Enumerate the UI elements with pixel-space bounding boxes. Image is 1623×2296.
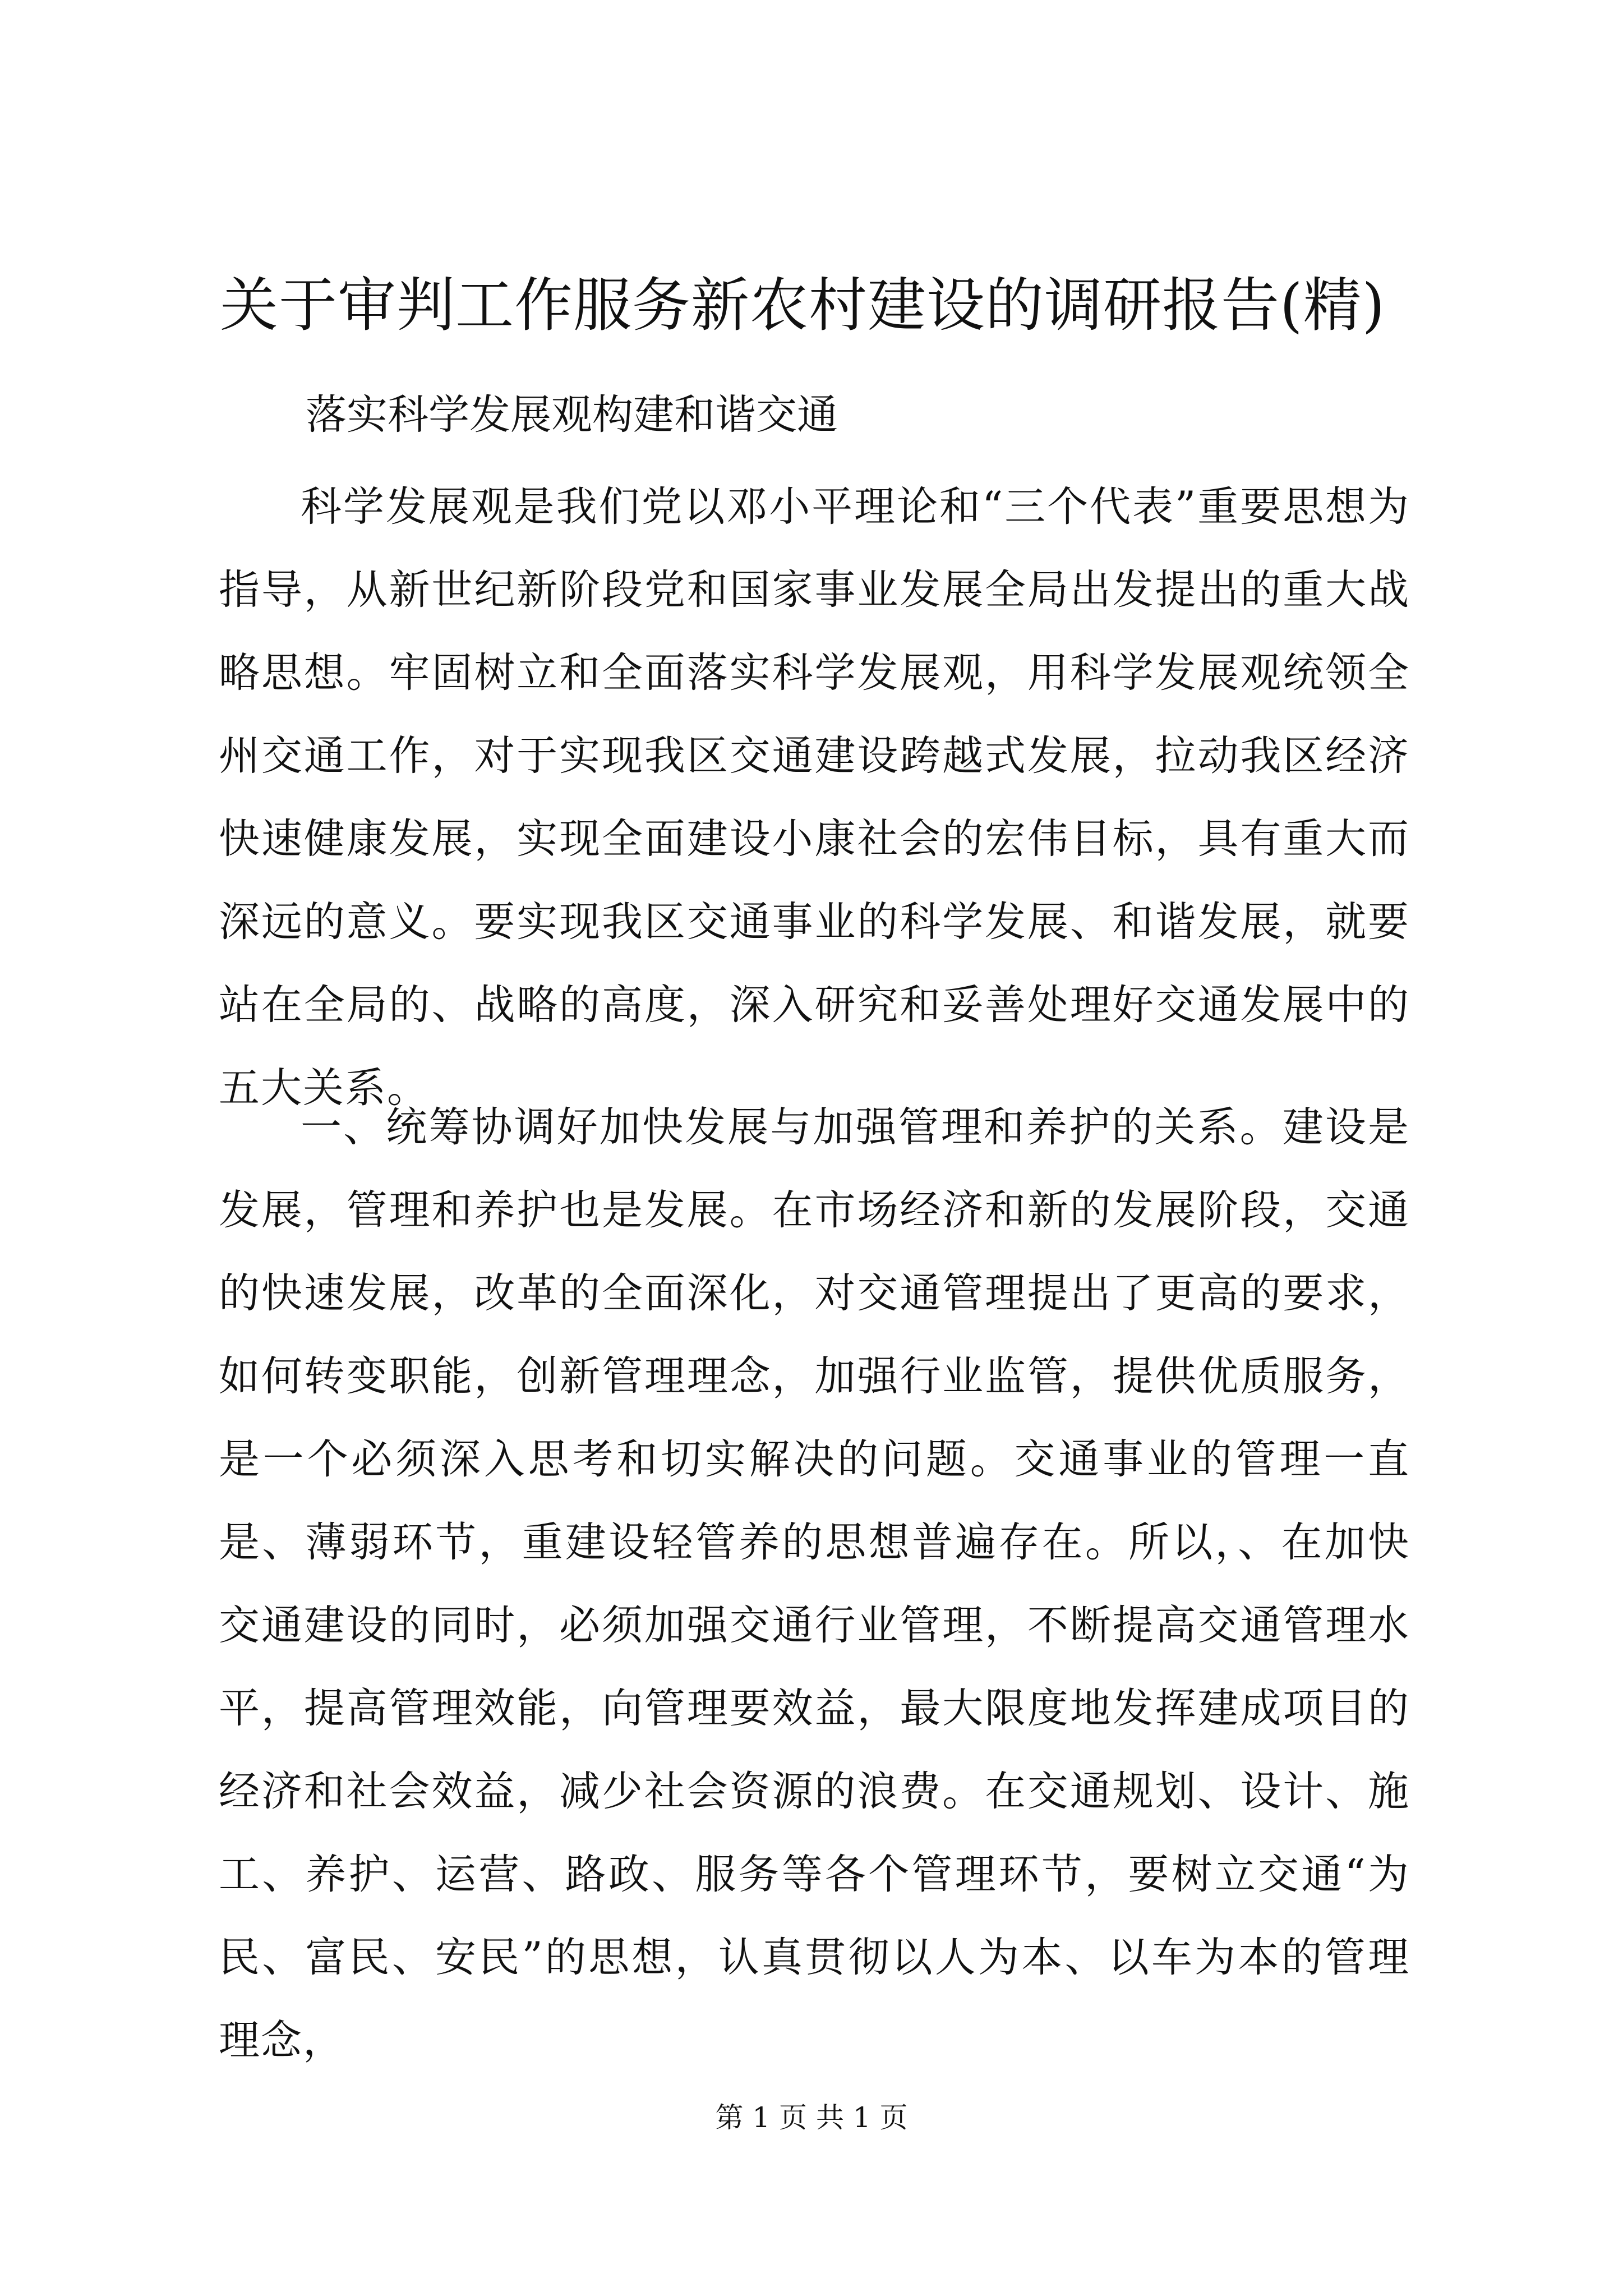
page-number-footer: 第 1 页 共 1 页 — [715, 2101, 908, 2134]
document-subtitle: 落实科学发展观构建和谐交通 — [306, 391, 838, 439]
document-title: 关于审判工作服务新农村建设的调研报告(精) — [220, 271, 1386, 339]
body-paragraph-1: 科学发展观是我们党以邓小平理论和“三个代表”重要思想为指导，从新世纪新阶段党和国家事业发展全局出发提出的重大战略思想。牢固树立和全面落实科学发展观，用科学发展观统领全州交通工作，对于实现我区交通建设跨越式发展，拉动我区经济快速健康发展，实现全面建设小康社会的宏伟目标，具有重大而深远的意义。要实现我区交通事业的科学发展、和谐发展，就要站在全局的、战略的高度，深入研究和妥善处理好交通发展中的五大关系。 — [219, 483, 1410, 1112]
body-paragraph-2: 一、统筹协调好加快发展与加强管理和养护的关系。建设是发展，管理和养护也是发展。在市场经济和新的发展阶段，交通的快速发展，改革的全面深化，对交通管理提出了更高的要求，如何转变职能，创新管理理念，加强行业监管，提供优质服务，是一个必须深入思考和切实解决的问题。交通事业的管理一直是、薄弱环节，重建设轻管养的思想普遍存在。所以，、在加快交通建设的同时，必须加强交通行业管理，不断提高交通管理水平，提高管理效能，向管理要效益，最大限度地发挥建成项目的经济和社会效益，减少社会资源的浪费。在交通规划、设计、施工、养护、运营、路政、服务等各个管理环节，要树立交通“为民、富民、安民”的思想，认真贯彻以人为本、以车为本的管理理念， — [219, 1103, 1410, 2064]
